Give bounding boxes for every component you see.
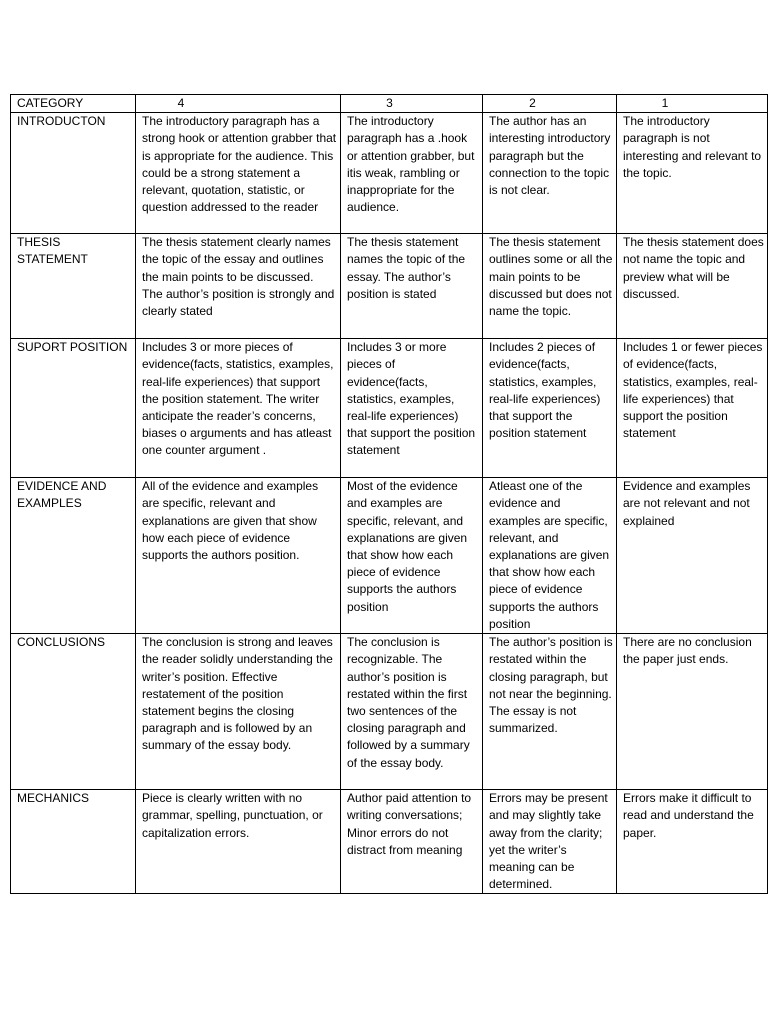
cell-score-1: Includes 1 or fewer pieces of evidence(facts, statistics, examples, real-life experiences) that support the position statement [617, 339, 768, 478]
cell-score-3: Author paid attention to writing conversations; Minor errors do not distract from meaning [341, 790, 483, 894]
row-category: CONCLUSIONS [11, 634, 136, 790]
row-category: THESIS STATEMENT [11, 234, 136, 339]
header-row [11, 95, 768, 113]
cell-score-2: The thesis statement outlines some or all the main points to be discussed but does not name the topic. [483, 234, 617, 339]
cell-score-2: The author has an interesting introductory paragraph but the connection to the topic is not clear. [483, 113, 617, 234]
table-row-conclusions [11, 634, 768, 790]
row-category: MECHANICS [11, 790, 136, 894]
row-category: INTRODUCTON [11, 113, 136, 234]
cell-score-4: The introductory paragraph has a strong hook or attention grabber that is appropriate for the audience. This could be a strong statement a relevant, quotation, statistic, or question addressed to the reader [136, 113, 341, 234]
row-category: EVIDENCE AND EXAMPLES [11, 478, 136, 634]
cell-score-3: The introductory paragraph has a .hook or attention grabber, but itis weak, rambling or inappropriate for the audience. [341, 113, 483, 234]
table-row-thesis-statement [11, 234, 768, 339]
cell-score-2: Atleast one of the evidence and examples are specific, relevant, and explanations are given that show how each piece of evidence supports the authors position [483, 478, 617, 634]
cell-score-4: Includes 3 or more pieces of evidence(facts, statistics, examples, real-life experiences) that support the position statement. The writer anticipate the reader’s concerns, biases o arguments and has atleast one counter argument . [136, 339, 341, 478]
header-score-1: 1 [617, 95, 768, 113]
cell-score-4: The thesis statement clearly names the topic of the essay and outlines the main points to be discussed. The author’s position is strongly and clearly stated [136, 234, 341, 339]
cell-score-4: Piece is clearly written with no grammar, spelling, punctuation, or capitalization errors. [136, 790, 341, 894]
table-row-support-position [11, 339, 768, 478]
table-row-evidence-and-examples [11, 478, 768, 634]
header-category: CATEGORY [11, 95, 136, 113]
cell-score-3: The conclusion is recognizable. The author’s position is restated within the first two sentences of the closing paragraph and followed by a summary of the essay body. [341, 634, 483, 790]
header-score-3: 3 [341, 95, 483, 113]
cell-score-2: Includes 2 pieces of evidence(facts, statistics, examples, real-life experiences) that support the position statement [483, 339, 617, 478]
cell-score-3: Includes 3 or more pieces of evidence(facts, statistics, examples, real-life experiences) that support the position statement [341, 339, 483, 478]
cell-score-3: Most of the evidence and examples are specific, relevant, and explanations are given that show how each piece of evidence supports the authors position [341, 478, 483, 634]
header-score-2: 2 [483, 95, 617, 113]
cell-score-1: Errors make it difficult to read and understand the paper. [617, 790, 768, 894]
row-category: SUPORT POSITION [11, 339, 136, 478]
cell-score-2: The author’s position is restated within the closing paragraph, but not near the beginning. The essay is not summarized. [483, 634, 617, 790]
cell-score-1: Evidence and examples are not relevant and not explained [617, 478, 768, 634]
table-row-introduction [11, 113, 768, 234]
cell-score-4: The conclusion is strong and leaves the reader solidly understanding the writer’s position. Effective restatement of the position statement begins the closing paragraph and is followed by an summary of the essay body. [136, 634, 341, 790]
cell-score-1: The thesis statement does not name the topic and preview what will be discussed. [617, 234, 768, 339]
cell-score-4: All of the evidence and examples are specific, relevant and explanations are given that show how each piece of evidence supports the authors position. [136, 478, 341, 634]
cell-score-1: There are no conclusion the paper just ends. [617, 634, 768, 790]
cell-score-2: Errors may be present and may slightly take away from the clarity; yet the writer’s meaning can be determined. [483, 790, 617, 894]
cell-score-1: The introductory paragraph is not interesting and relevant to the topic. [617, 113, 768, 234]
table-row-mechanics [11, 790, 768, 894]
rubric-table [10, 94, 768, 894]
header-score-4: 4 [136, 95, 341, 113]
cell-score-3: The thesis statement names the topic of the essay. The author’s position is stated [341, 234, 483, 339]
